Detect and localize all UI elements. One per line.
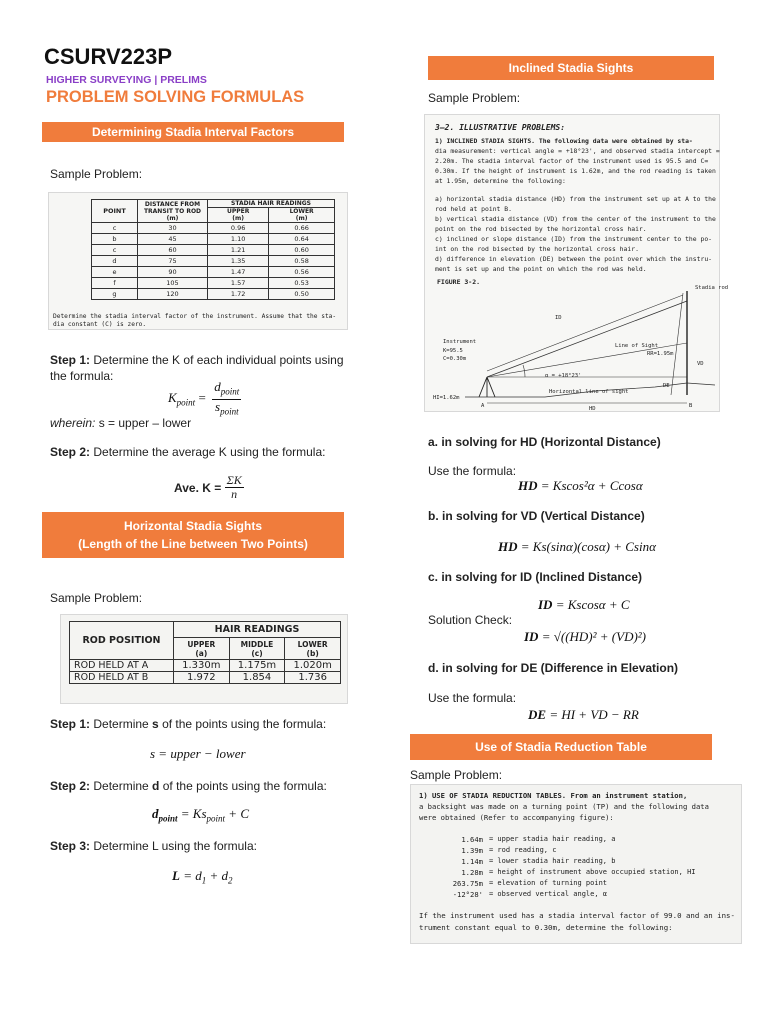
- table1-caption: Determine the stadia interval factor of the instrument. Assume that the sta- dia constant (C) is zero.: [53, 313, 337, 328]
- data-desc: = lower stadia hair reading, b: [489, 857, 616, 865]
- scan-line: point on the rod bisected by the horizontal cross hair.: [435, 225, 647, 233]
- id-lhs: ID: [538, 597, 553, 612]
- rod-b-lower: 1.736: [285, 672, 341, 684]
- rod-b-label: ROD HELD AT B: [70, 672, 174, 684]
- col-upper-sub: (a): [195, 648, 208, 658]
- formula-d-point: [152, 806, 249, 824]
- rod-a-label: ROD HELD AT A: [70, 660, 174, 672]
- data-desc: = observed vertical angle, α: [489, 890, 608, 898]
- data-value: 1.39m: [461, 846, 483, 855]
- avek-label: Ave. K =: [174, 480, 225, 495]
- table-row: [70, 660, 341, 672]
- rod-b-middle: 1.854: [229, 672, 285, 684]
- scan-reduction-problem: [410, 784, 742, 944]
- formula-id: [538, 597, 630, 613]
- col-upper: UPPER: [187, 639, 216, 649]
- de-rhs: = HI + VD − RR: [546, 707, 639, 722]
- fig-label: Stadia rod: [695, 285, 729, 291]
- vd-rhs: = Ks(sinα)(cosα) + Csinα: [517, 539, 656, 554]
- th-col-middle: [229, 638, 285, 660]
- scan-table-stadia-interval: [48, 192, 348, 330]
- table-cell: 0.96: [208, 223, 269, 234]
- data-desc: = height of instrument above occupied station, HI: [489, 868, 696, 876]
- vd-lhs: HD: [498, 539, 518, 554]
- table-cell: c: [92, 245, 138, 256]
- table-row: [70, 672, 341, 684]
- solve-hd-use: Use the formula:: [428, 464, 517, 478]
- table-cell: 0.50: [269, 289, 335, 300]
- th-lower: [269, 208, 335, 223]
- hd-lhs: HD: [518, 478, 538, 493]
- table-cell: 1.35: [208, 256, 269, 267]
- page-title: PROBLEM SOLVING FORMULAS: [46, 88, 305, 106]
- sec2-step1-a: Determine: [90, 717, 153, 731]
- fig-label: DE: [663, 383, 670, 389]
- step2-text: Determine the average K using the formula:: [90, 445, 326, 459]
- scan-line: c) inclined or slope distance (ID) from the instrument center to the po-: [435, 235, 713, 243]
- scan-line: ment is set up and the point on which the rod was held.: [435, 265, 647, 273]
- banner-stadia-interval-text: Determining Stadia Interval Factors: [91, 125, 295, 139]
- solve-de-label: d. in solving for DE (Difference in Elevation): [428, 661, 679, 675]
- table-row: [92, 223, 335, 234]
- sample-problem-4: Sample Problem:: [410, 768, 503, 782]
- sample-problem-1: Sample Problem:: [50, 167, 143, 181]
- id-check-rhs: = √((HD)² + (VD)²): [538, 629, 647, 644]
- fig-tripod-2: [487, 377, 495, 397]
- fig-tripod-1: [479, 377, 487, 397]
- k-num-sub: point: [220, 386, 240, 397]
- avek-den: n: [231, 487, 238, 501]
- k-den: s: [215, 398, 221, 414]
- banner-stadia-reduction: [410, 734, 712, 760]
- th-distance-unit: (m): [166, 214, 179, 222]
- f3-plus: + d: [206, 868, 229, 883]
- scan-line: b) vertical stadia distance (VD) from the center of the instrument to the: [435, 215, 716, 223]
- th-distance: [138, 200, 208, 223]
- scan-line: If the instrument used has a stadia interval factor of 99.0 and an ins-: [419, 911, 735, 920]
- fig-label: Instrument: [443, 339, 477, 345]
- table-row: [92, 234, 335, 245]
- data-value: 1.28m: [461, 868, 483, 877]
- table-cell: 0.66: [269, 223, 335, 234]
- f3-lhs: L: [172, 868, 180, 883]
- table-cell: f: [92, 278, 138, 289]
- k-fraction: [212, 380, 241, 418]
- banner-horizontal-stadia: [42, 512, 344, 558]
- k-eq: =: [195, 390, 210, 406]
- data-desc: = upper stadia hair reading, a: [489, 835, 616, 843]
- subtitle-sep: |: [151, 74, 161, 86]
- table-cell: d: [92, 256, 138, 267]
- banner-horizontal-line1: Horizontal Stadia Sights: [123, 519, 262, 533]
- table-cell: 45: [138, 234, 208, 245]
- banner-reduction-text: Use of Stadia Reduction Table: [475, 740, 647, 754]
- f3-s1: 1: [201, 875, 207, 886]
- sec2-step1-b: s: [152, 717, 159, 731]
- th-lower-unit: (m): [295, 215, 308, 222]
- fig-label: K=95.5: [443, 348, 463, 354]
- formula-s: s = upper − lower: [150, 746, 246, 761]
- sec2-step3-label: Step 3:: [50, 839, 91, 853]
- rod-b-upper: 1.972: [174, 672, 230, 684]
- sec2-step1: [50, 716, 326, 732]
- data-desc: = rod reading, c: [489, 846, 557, 854]
- id-rhs: = Kscosα + C: [552, 597, 630, 612]
- f2-end: + C: [225, 806, 249, 821]
- data-value: 1.14m: [461, 857, 483, 866]
- table-row: [92, 289, 335, 300]
- f3-rhs: = d: [179, 868, 202, 883]
- data-value: -12°28': [452, 890, 483, 899]
- th-hair-readings: HAIR READINGS: [174, 622, 341, 638]
- k-denominator: [215, 400, 239, 419]
- formula-vd: [498, 539, 656, 555]
- sample-problem-3: Sample Problem:: [428, 91, 521, 105]
- subtitle-b: PRELIMS: [160, 74, 207, 86]
- table-cell: 1.57: [208, 278, 269, 289]
- data-desc: = elevation of turning point: [489, 879, 608, 887]
- table-cell: 120: [138, 289, 208, 300]
- sec2-step1-label: Step 1:: [50, 717, 91, 731]
- table-cell: 0.56: [269, 267, 335, 278]
- k-numerator: [212, 380, 241, 400]
- wherein-line: [50, 415, 191, 431]
- rod-a-upper: 1.330m: [174, 660, 230, 672]
- wherein-label: wherein:: [50, 416, 96, 430]
- th-upper-unit: (m): [232, 215, 245, 222]
- scan-line: rod held at point B.: [435, 205, 512, 213]
- step2-label: Step 2:: [50, 445, 91, 459]
- hd-rhs: = Kscos²α + Ccosα: [537, 478, 643, 493]
- scan-line: were obtained (Refer to accompanying figure):: [419, 813, 614, 822]
- table-cell: 1.47: [208, 267, 269, 278]
- fig-line-of-sight: [487, 301, 687, 377]
- sample-problem-2: Sample Problem:: [50, 591, 143, 605]
- k-num: d: [214, 379, 221, 394]
- sec2-step3: [50, 838, 257, 854]
- rod-a-lower: 1.020m: [285, 660, 341, 672]
- table-cell: c: [92, 223, 138, 234]
- fig-label: α = +18°23': [545, 373, 582, 379]
- k-sub: point: [176, 397, 196, 408]
- fig-label: HI=1.62m: [433, 395, 460, 401]
- figure-label: FIGURE 3-2.: [437, 278, 481, 286]
- solve-vd-label: b. in solving for VD (Vertical Distance): [428, 509, 645, 523]
- formula-hd: [518, 478, 643, 494]
- f2-mid-sub: point: [206, 813, 226, 824]
- f2-lhs-sub: point: [158, 813, 178, 824]
- table-cell: b: [92, 234, 138, 245]
- wherein-text: s = upper – lower: [95, 416, 192, 430]
- col-lower-sub: (b): [306, 648, 319, 658]
- formula-de: [528, 707, 639, 723]
- k-den-sub: point: [220, 406, 239, 417]
- step1-label: Step 1:: [50, 353, 91, 367]
- table-row: [92, 245, 335, 256]
- f2-mid: = Ks: [177, 806, 207, 821]
- table-cell: 1.10: [208, 234, 269, 245]
- k-lhs: K: [168, 390, 177, 406]
- scan-line: a) horizontal stadia distance (HD) from the instrument set up at A to the: [435, 195, 716, 203]
- table-cell: 1.21: [208, 245, 269, 256]
- scan-line: trument constant equal to 0.30m, determine the following:: [419, 923, 673, 932]
- step2-para: [50, 444, 350, 460]
- solution-check: Solution Check:: [428, 613, 513, 627]
- table-row: [92, 256, 335, 267]
- banner-horizontal-line2: (Length of the Line between Two Points): [78, 537, 308, 551]
- fig-label: ID: [555, 315, 562, 321]
- course-subtitle: [46, 74, 207, 86]
- course-code: CSURV223P: [44, 44, 172, 69]
- col-middle-sub: (c): [251, 648, 263, 658]
- table-cell: 0.58: [269, 256, 335, 267]
- fig-label: C=0.30m: [443, 356, 467, 362]
- scan-table-hair-readings: [60, 614, 348, 704]
- stadia-interval-rows: [92, 223, 335, 300]
- scan-line: d) difference in elevation (DE) between the point over which the instru-: [435, 255, 713, 263]
- avek-num: ΣK: [226, 473, 242, 487]
- sec2-step2-b: d: [152, 779, 160, 793]
- fig-label: A: [481, 403, 485, 409]
- fig-label: Line of Sight: [615, 343, 659, 349]
- table-cell: 0.64: [269, 234, 335, 245]
- table-cell: 0.60: [269, 245, 335, 256]
- f3-s2: 2: [228, 875, 233, 886]
- sec2-step2: [50, 778, 327, 794]
- sec2-step2-c: of the points using the formula:: [159, 779, 327, 793]
- id-check-lhs: ID: [524, 629, 539, 644]
- scan-line: 0.30m. If the height of instrument is 1.62m, and the rod reading is taken: [435, 167, 716, 175]
- stadia-interval-table: [91, 199, 335, 300]
- step1-text: Determine the K of each individual points using the formula:: [50, 353, 344, 383]
- sec2-step2-label: Step 2:: [50, 779, 91, 793]
- table-row: [92, 278, 335, 289]
- formula-l: [172, 868, 233, 886]
- fig-label: HD: [589, 406, 596, 412]
- scan-line: a backsight was made on a turning point (TP) and the following data: [419, 802, 709, 811]
- fig-label: RR=1.95m: [647, 351, 674, 357]
- th-rod-position: ROD POSITION: [70, 622, 174, 660]
- solve-de-use: Use the formula:: [428, 691, 517, 705]
- f2-lhs: d: [152, 806, 159, 821]
- scan-inclined-title: 3–2. ILLUSTRATIVE PROBLEMS:: [435, 123, 566, 132]
- subtitle-a: HIGHER SURVEYING: [46, 74, 152, 86]
- th-lower-text: LOWER: [289, 208, 314, 215]
- th-upper: [208, 208, 269, 223]
- banner-inclined-stadia: [428, 56, 714, 80]
- col-middle: MIDDLE: [240, 639, 274, 649]
- avek-fraction: [225, 474, 244, 501]
- solve-hd-label: a. in solving for HD (Horizontal Distance): [428, 435, 661, 449]
- table-cell: 75: [138, 256, 208, 267]
- scan-line: 2.20m. The stadia interval factor of the instrument used is 95.5 and C=: [435, 157, 709, 165]
- fig-label: B: [689, 403, 693, 409]
- table-cell: 30: [138, 223, 208, 234]
- th-col-upper: [174, 638, 230, 660]
- th-upper-text: UPPER: [226, 208, 250, 215]
- hair-readings-table: [69, 621, 341, 684]
- banner-stadia-interval: [42, 122, 344, 142]
- sec2-step1-c: of the points using the formula:: [158, 717, 327, 731]
- table-cell: g: [92, 289, 138, 300]
- table-cell: 1.72: [208, 289, 269, 300]
- scan-line: 1) USE OF STADIA REDUCTION TABLES. From an instrument station,: [419, 791, 688, 800]
- solve-id-label: c. in solving for ID (Inclined Distance): [428, 570, 643, 584]
- scan-line: int on the rod bisected by the horizontal cross hair.: [435, 245, 639, 253]
- scan-inclined-problem: [424, 114, 729, 412]
- formula-id-check: [524, 629, 646, 645]
- formula-avek: [174, 474, 244, 501]
- th-stadia-hair: STADIA HAIR READINGS: [208, 200, 335, 208]
- table-row: [92, 267, 335, 278]
- banner-inclined-text: Inclined Stadia Sights: [508, 61, 634, 75]
- fig-label: Horizontal line of sight: [549, 389, 629, 395]
- scan-line: at 1.95m, determine the following:: [435, 177, 566, 185]
- table-cell: e: [92, 267, 138, 278]
- data-value: 1.64m: [461, 835, 483, 844]
- table-cell: 0.53: [269, 278, 335, 289]
- scan-line: 1) INCLINED STADIA SIGHTS. The following data were obtained by sta-: [435, 137, 693, 145]
- table-cell: 105: [138, 278, 208, 289]
- rod-a-middle: 1.175m: [229, 660, 285, 672]
- table-cell: 90: [138, 267, 208, 278]
- sec2-step2-a: Determine: [90, 779, 153, 793]
- de-lhs: DE: [528, 707, 547, 722]
- sec2-step3-text: Determine L using the formula:: [90, 839, 257, 853]
- formula-k-point: [168, 380, 241, 418]
- col-lower: LOWER: [297, 639, 328, 649]
- table-cell: 60: [138, 245, 208, 256]
- data-value: 263.75m: [452, 879, 483, 888]
- fig-id-line: [487, 295, 683, 371]
- th-col-lower: [285, 638, 341, 660]
- fig-label: VD: [697, 361, 704, 367]
- th-point: POINT: [92, 200, 138, 223]
- th-distance-text: DISTANCE FROM TRANSIT TO ROD: [143, 200, 202, 215]
- scan-line: dia measurement: vertical angle = +18°23', and observed stadia intercept =: [435, 147, 720, 155]
